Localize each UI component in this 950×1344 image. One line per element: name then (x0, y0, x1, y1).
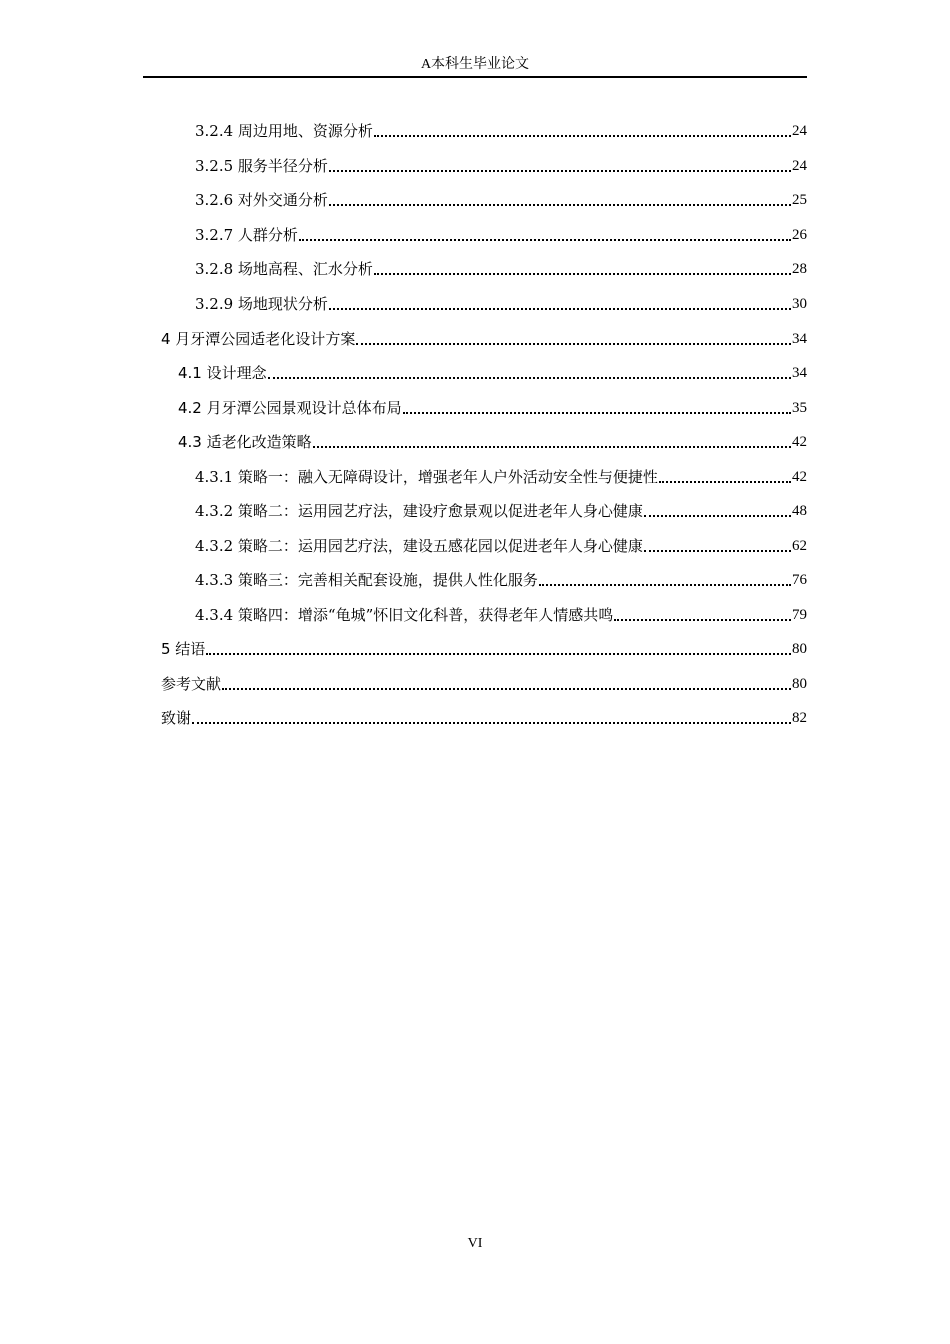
toc-entry-page: 35 (792, 400, 807, 416)
toc-entry-page: 26 (792, 227, 807, 243)
toc-entry-label: 参考文献 (161, 675, 222, 693)
toc-entry-label: 4 月牙潭公园适老化设计方案 (161, 330, 356, 348)
toc-entry-3-2-6[interactable] (195, 185, 807, 211)
toc-entry-page: 34 (792, 365, 807, 381)
toc-entry-4-2[interactable] (178, 393, 807, 419)
toc-entry-page: 25 (792, 192, 807, 208)
toc-entry-label: 3.2.8 场地高程、汇水分析 (195, 260, 373, 278)
toc-entry-label: 4.3.3 策略三：完善相关配套设施，提供人性化服务 (195, 571, 538, 589)
toc-entry-4-3-1[interactable] (195, 462, 807, 488)
page-header-title: A本科生毕业论文 (420, 57, 530, 72)
toc-entry-page: 28 (792, 261, 807, 277)
toc-entry-3-2-9[interactable] (195, 289, 807, 315)
toc-dot-leader (614, 619, 791, 621)
toc-entry-label: 致谢 (161, 709, 192, 727)
toc-dot-leader (313, 446, 791, 448)
toc-entry-5[interactable] (161, 634, 807, 660)
toc-entry-3-2-4[interactable] (195, 116, 807, 142)
toc-dot-leader (659, 481, 791, 483)
toc-entry-page: 80 (792, 641, 807, 657)
toc-entry-acknowledgements[interactable] (161, 703, 807, 729)
toc-dot-leader (644, 550, 791, 552)
toc-dot-leader (374, 135, 791, 137)
toc-entry-page: 48 (792, 503, 807, 519)
toc-entry-page: 24 (792, 123, 807, 139)
toc-entry-page: 42 (792, 469, 807, 485)
toc-dot-leader (222, 688, 791, 690)
toc-entry-4-3-3[interactable] (195, 565, 807, 591)
toc-entry-page: 82 (792, 710, 807, 726)
toc-dot-leader (329, 204, 791, 206)
toc-entry-label: 3.2.7 人群分析 (195, 226, 298, 244)
toc-entry-label: 3.2.4 周边用地、资源分析 (195, 122, 373, 140)
toc-entry-label: 4.1 设计理念 (178, 364, 267, 382)
toc-entry-page: 30 (792, 296, 807, 312)
toc-dot-leader (374, 273, 791, 275)
toc-dot-leader (268, 377, 791, 379)
toc-entry-page: 24 (792, 158, 807, 174)
toc-entry-page: 42 (792, 434, 807, 450)
toc-entry-4-1[interactable] (178, 358, 807, 384)
toc-entry-3-2-8[interactable] (195, 254, 807, 280)
toc-entry-page: 80 (792, 676, 807, 692)
toc-entry-4-3[interactable] (178, 427, 807, 453)
toc-entry-label: 4.3 适老化改造策略 (178, 433, 312, 451)
toc-entry-label: 3.2.9 场地现状分析 (195, 295, 328, 313)
toc-entry-label: 4.2 月牙潭公园景观设计总体布局 (178, 399, 402, 417)
toc-entry-label: 3.2.5 服务半径分析 (195, 157, 328, 175)
toc-entry-label: 3.2.6 对外交通分析 (195, 191, 328, 209)
toc-entry-label: 4.3.2 策略二：运用园艺疗法，建设五感花园以促进老年人身心健康 (195, 537, 643, 555)
toc-entry-label: 4.3.2 策略二：运用园艺疗法，建设疗愈景观以促进老年人身心健康 (195, 502, 643, 520)
toc-entry-3-2-5[interactable] (195, 151, 807, 177)
toc-entry-label: 5 结语 (161, 640, 206, 658)
toc-entry-page: 34 (792, 331, 807, 347)
toc-entry-4-3-2-b[interactable] (195, 531, 807, 557)
toc-dot-leader (329, 170, 791, 172)
page-number: VI (467, 1236, 483, 1251)
toc-entry-page: 62 (792, 538, 807, 554)
toc-entry-4-3-2-a[interactable] (195, 496, 807, 522)
toc-dot-leader (539, 584, 791, 586)
toc-dot-leader (299, 239, 791, 241)
toc-dot-leader (206, 653, 791, 655)
toc-entry-page: 79 (792, 607, 807, 623)
toc-entry-label: 4.3.4 策略四：增添“龟城”怀旧文化科普，获得老年人情感共鸣 (195, 606, 614, 624)
toc-entry-3-2-7[interactable] (195, 220, 807, 246)
toc-entry-label: 4.3.1 策略一：融入无障碍设计，增强老年人户外活动安全性与便捷性 (195, 468, 658, 486)
toc-entry-page: 76 (792, 572, 807, 588)
toc-dot-leader (403, 412, 791, 414)
toc-entry-references[interactable] (161, 669, 807, 695)
toc-entry-4[interactable] (161, 324, 807, 350)
toc-entry-4-3-4[interactable] (195, 600, 807, 626)
toc-dot-leader (329, 308, 791, 310)
toc-dot-leader (644, 515, 791, 517)
toc-dot-leader (192, 722, 791, 724)
toc-dot-leader (356, 343, 791, 345)
header-rule (143, 76, 807, 78)
